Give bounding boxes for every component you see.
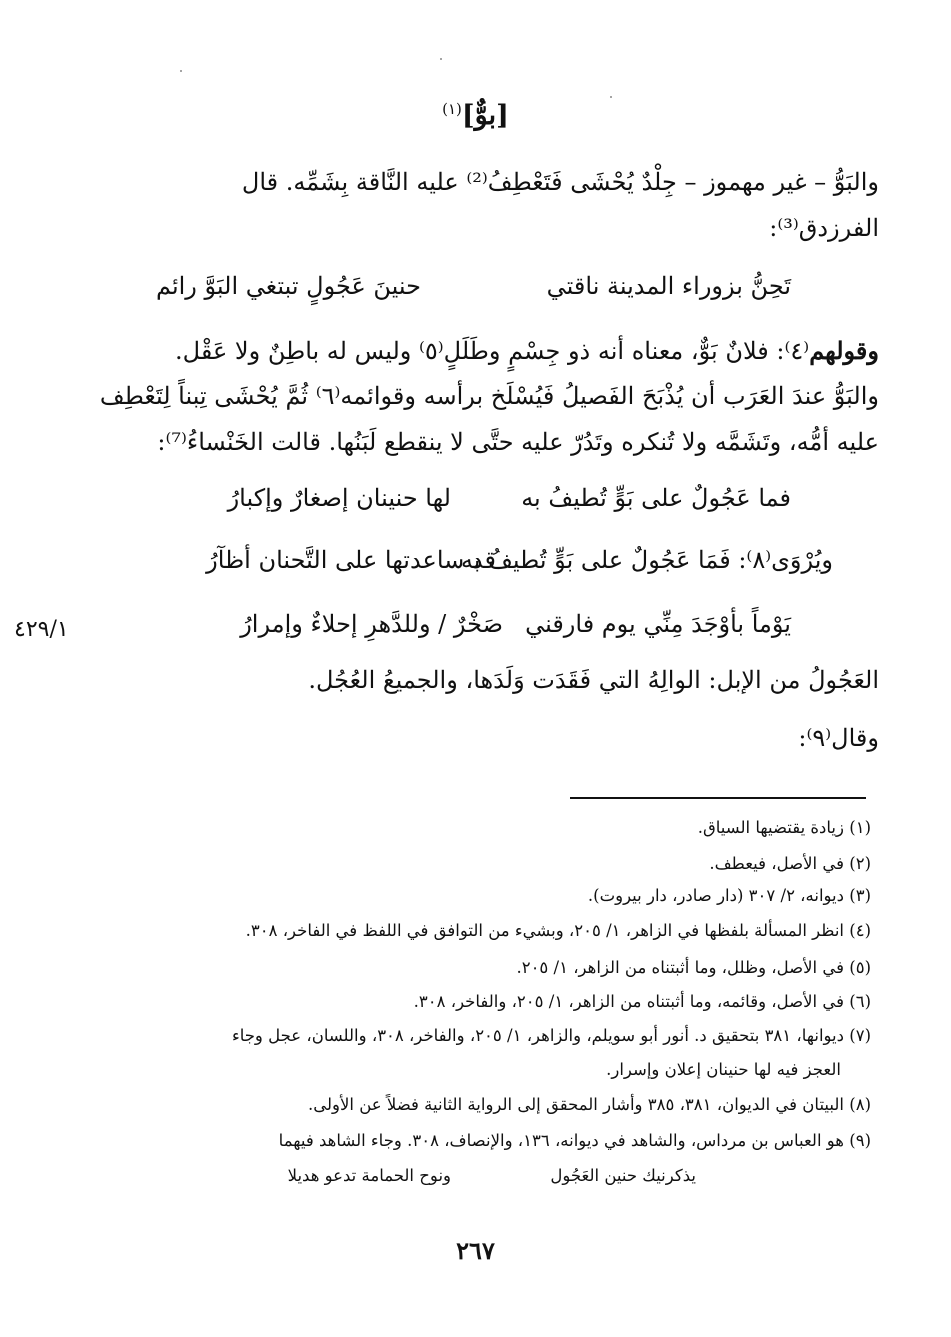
qala-line: وقال⁽٩⁾: [798, 724, 879, 752]
footnote-3: (٣) ديوانه، ٢/ ٣٠٧ (دار صادر، دار بيروت). [587, 886, 871, 905]
footnote-9: (٩) هو العباس بن مرداس، والشاهد في ديوانه، ١٣٦، والإنصاف، ٣٠٨. وجاء الشاهد فيهما [278, 1131, 871, 1150]
page-reference-margin-note: ٤٢٩/١ [14, 617, 69, 642]
footnote-7: (٧) ديوانها، ٣٨١ بتحقيق د. أنور أبو سويلم، والزاهر، ١/ ٢٠٥، والفاخر، ٣٠٨، واللسان، عجل وجاء [231, 1026, 871, 1045]
title-footnote-ref: (١) [442, 100, 462, 118]
qawluhum-line-2: والبَوُّ عندَ العَرَب أن يُذْبَحَ الفَصيلُ فَيُسْلَخ برأسه وقوائمه⁽٦⁾ ثُمَّ يُحْشَى تِبناً لِتَعْطِف [99, 382, 879, 410]
ajul-definition: العَجُولُ من الإبل: الوالِهُ التي فَقَدَت وَلَدَها، والجميعُ العُجُل. [308, 666, 879, 694]
verse-3-second-hemistich: قد ساعدتها على التَّحنان أظآرُ [206, 546, 496, 574]
qawluhum-line-1 [175, 336, 879, 365]
verse-1-second-hemistich: حنينَ عَجُولٍ تبتغي البَوَّ رائم [155, 272, 421, 300]
body-line-1: والبَوُّ – غير مهموز – جِلْدٌ يُحْشَى فَتَعْطِفُ⁽²⁾ عليه النَّاقة بِشَمِّه. قال [241, 168, 879, 196]
footnote-separator [570, 797, 866, 799]
verse-3-first-hemistich: ويُرْوَى⁽٨⁾: فَمَا عَجُولٌ على بَوٍّ تُطيفُ به [460, 546, 833, 574]
scan-speck [440, 58, 442, 60]
body-line-2: الفرزدق⁽³⁾: [769, 214, 879, 242]
qawluhum-line-3: عليه أمُّه، وتَشَمَّه ولا تُنكره وتَدُرّ عليه حتَّى لا ينقطع لَبَنُها. قالت الخَنْساءُ⁽⁷⁾: [157, 428, 879, 456]
footnote-4: (٤) انظر المسألة بلفظها في الزاهر، ١/ ٢٠٥، وبشيء من التوافق في اللفظ في الفاخر، ٣٠٨. [245, 921, 871, 940]
footnote-8: (٨) البيتان في الديوان، ٣٨١، ٣٨٥ وأشار المحقق إلى الرواية الثانية فضلاً عن الأولى. [307, 1095, 871, 1114]
footnote-6: (٦) في الأصل، وقائمه، وما أثبتناه من الزاهر، ١/ ٢٠٥، والفاخر، ٣٠٨. [413, 992, 871, 1011]
qawluhum-keyword: وقولهم [809, 336, 879, 365]
scan-speck [610, 96, 612, 98]
verse-4-second-hemistich: صَخْرٌ / وللدَّهرِ إحلاءٌ وإمرارُ [240, 610, 503, 638]
verse-2-second-hemistich: لها حنينان إصغارٌ وإكبارُ [227, 484, 451, 512]
footnote-verse-second-hemistich: ونوح الحمامة تدعو هديلا [287, 1166, 451, 1185]
verse-4-first-hemistich: يَوْماً بأوْجَدَ مِنِّي يوم فارقني [525, 610, 791, 638]
footnote-7-continuation: العجز فيه لها حنينان إعلان وإسرار. [606, 1060, 841, 1079]
entry-title [0, 100, 951, 131]
entry-title-text: [بوٌّ] [461, 100, 509, 131]
footnote-5: (٥) في الأصل، وظلل، وما أثبتناه من الزاهر، ١/ ٢٠٥. [516, 958, 871, 977]
qawluhum-text: ⁽٤⁾: فلانٌ بَوٌّ، معناه أنه ذو جِسْمٍ وطَلَلٍ⁽٥⁾ وليس له باطِنٌ ولا عَقْل. [175, 337, 810, 365]
footnote-verse-first-hemistich: يذكرنيك حنين العَجُول [550, 1166, 696, 1185]
page-number: ٢٦٧ [456, 1236, 495, 1265]
footnote-2: (٢) في الأصل، فيعطف. [709, 854, 871, 873]
scan-speck [180, 70, 182, 72]
footnote-1: (١) زيادة يقتضيها السياق. [697, 818, 871, 837]
verse-1-first-hemistich: تَحِنُّ بزوراء المدينة ناقتي [546, 272, 791, 300]
verse-2-first-hemistich: فما عَجُولٌ على بَوٍّ تُطيفُ به [521, 484, 791, 512]
